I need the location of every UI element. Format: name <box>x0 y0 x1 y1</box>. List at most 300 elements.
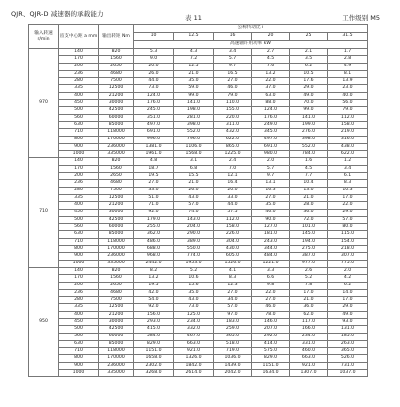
table-row <box>29 260 368 267</box>
power-value-cell: 365.0 <box>328 348 368 355</box>
center-distance-cell: 710 <box>59 348 99 355</box>
table-row <box>29 224 368 231</box>
power-value-cell: 10.4 <box>290 180 328 187</box>
power-value-cell: 4.2 <box>328 275 368 282</box>
power-value-cell: 33.0 <box>214 194 252 201</box>
power-value-cell: 263.0 <box>328 340 368 347</box>
power-value-cell: 292.0 <box>252 333 290 340</box>
header-ratio: 10 <box>134 33 174 41</box>
power-value-cell: 10.3 <box>328 187 368 194</box>
power-value-cell: 23.0 <box>328 85 368 92</box>
table-row <box>29 318 368 325</box>
power-value-cell: 143.0 <box>174 216 214 223</box>
power-value-cell: 1526.0 <box>214 260 252 267</box>
power-value-cell: 6.6 <box>252 275 290 282</box>
center-distance-cell: 200 <box>59 63 99 70</box>
power-value-cell: 4.5 <box>252 56 290 63</box>
work-grade-label: 工作级别 M5 <box>342 14 380 22</box>
output-torque-cell: 118000 <box>99 129 134 136</box>
power-value-cell: 5.7 <box>214 56 252 63</box>
center-distance-cell: 560 <box>59 114 99 121</box>
power-value-cell: 72.0 <box>290 216 328 223</box>
power-value-cell: 311.0 <box>214 121 252 128</box>
power-value-cell: 16.4 <box>214 180 252 187</box>
table-row <box>29 282 368 289</box>
center-distance-cell: 450 <box>59 100 99 107</box>
power-value-cell: 8.1 <box>328 70 368 77</box>
power-value-cell: 54.0 <box>134 297 174 304</box>
document-title: QJR、QJR-D 减速器的承载能力 <box>11 10 104 18</box>
output-torque-cell: 60000 <box>99 224 134 231</box>
power-value-cell: 7.8 <box>290 282 328 289</box>
power-value-cell: 27.0 <box>252 297 290 304</box>
output-torque-cell: 12500 <box>99 194 134 201</box>
header-ratio: 16 <box>214 33 252 41</box>
output-torque-cell: 21200 <box>99 92 134 99</box>
power-value-cell: 185.0 <box>328 333 368 340</box>
power-value-cell: 59.0 <box>174 85 214 92</box>
power-value-cell: 218.0 <box>328 246 368 253</box>
power-value-cell: 101.0 <box>290 224 328 231</box>
center-distance-cell: 710 <box>59 238 99 245</box>
table-row <box>29 209 368 216</box>
power-value-cell: 88.0 <box>252 100 290 107</box>
output-torque-cell: 2650 <box>99 63 134 70</box>
center-distance-cell: 170 <box>59 56 99 63</box>
output-torque-cell: 170000 <box>99 246 134 253</box>
power-value-cell: 20.0 <box>214 187 252 194</box>
power-value-cell: 438.0 <box>328 143 368 150</box>
output-torque-cell: 335000 <box>99 151 134 158</box>
power-value-cell: 2042.0 <box>214 370 252 377</box>
table-row <box>29 49 368 56</box>
center-distance-cell: 280 <box>59 78 99 85</box>
power-value-cell: 57.5 <box>214 209 252 216</box>
output-torque-cell: 118000 <box>99 238 134 245</box>
power-value-cell: 7.0 <box>214 165 252 172</box>
header-center-distance: 齿支中心距 a mm <box>59 25 99 49</box>
power-value-cell: 1381.0 <box>134 143 174 150</box>
power-value-cell: 73.0 <box>134 85 174 92</box>
power-value-cell: 3.4 <box>328 165 368 172</box>
output-torque-cell: 21200 <box>99 311 134 318</box>
power-value-cell: 90.0 <box>252 216 290 223</box>
power-value-cell: 968.0 <box>134 253 174 260</box>
power-value-cell: 3.4 <box>214 49 252 56</box>
power-value-cell: 2.1 <box>290 49 328 56</box>
output-torque-cell: 335000 <box>99 260 134 267</box>
power-value-cell: 575.0 <box>252 348 290 355</box>
power-value-cell: 281.0 <box>174 114 214 121</box>
power-value-cell: 3.5 <box>290 56 328 63</box>
power-value-cell: 35.0 <box>174 289 214 296</box>
table-row <box>29 304 368 311</box>
center-distance-cell: 140 <box>59 158 99 165</box>
power-value-cell: 112.0 <box>214 216 252 223</box>
power-value-cell: 5.2 <box>174 267 214 274</box>
power-value-cell: 158.0 <box>328 121 368 128</box>
center-distance-cell: 236 <box>59 180 99 187</box>
power-value-cell: 99.0 <box>174 92 214 99</box>
power-value-cell: 26.0 <box>174 187 214 194</box>
output-torque-cell: 820 <box>99 158 134 165</box>
table-row <box>29 297 368 304</box>
center-distance-cell: 400 <box>59 202 99 209</box>
power-value-cell: 207.0 <box>252 326 290 333</box>
power-value-cell: 9.8 <box>252 282 290 289</box>
output-torque-cell: 30000 <box>99 318 134 325</box>
power-value-cell: 362.0 <box>134 231 174 238</box>
power-value-cell: 663.0 <box>174 340 214 347</box>
table-row <box>29 238 368 245</box>
power-value-cell: 345.0 <box>252 129 290 136</box>
power-value-cell: 2.8 <box>328 56 368 63</box>
output-torque-cell: 236000 <box>99 253 134 260</box>
power-value-cell: 9.7 <box>214 63 252 70</box>
power-value-cell: 124.0 <box>134 92 174 99</box>
power-value-cell: 15.5 <box>174 173 214 180</box>
output-torque-cell: 21200 <box>99 202 134 209</box>
power-value-cell: 1439.0 <box>214 362 252 369</box>
table-row <box>29 143 368 150</box>
power-value-cell: 775.0 <box>328 260 368 267</box>
power-value-cell: 526.0 <box>328 355 368 362</box>
power-value-cell: 141.0 <box>290 114 328 121</box>
power-value-cell: 344.0 <box>252 246 290 253</box>
power-value-cell: 796.0 <box>174 136 214 143</box>
table-row <box>29 165 368 172</box>
power-value-cell: 996.0 <box>134 136 174 143</box>
center-distance-cell: 140 <box>59 267 99 274</box>
power-value-cell: 158.0 <box>214 224 252 231</box>
power-value-cell: 1036.0 <box>214 355 252 362</box>
header-ratio: 31.5 <box>328 33 368 41</box>
power-value-cell: 92.0 <box>134 209 174 216</box>
input-speed-cell: 970 <box>29 49 59 158</box>
power-value-cell: 2614.0 <box>174 370 214 377</box>
power-value-cell: 13.2 <box>134 275 174 282</box>
power-value-cell: 977.0 <box>290 260 328 267</box>
power-value-cell: 784.0 <box>290 151 328 158</box>
power-value-cell: 1961.0 <box>134 151 174 158</box>
power-value-cell: 181.0 <box>252 231 290 238</box>
center-distance-cell: 500 <box>59 107 99 114</box>
power-value-cell: 125.0 <box>174 311 214 318</box>
center-distance-cell: 500 <box>59 326 99 333</box>
power-value-cell: 155.0 <box>214 107 252 114</box>
power-value-cell: 1.6 <box>290 158 328 165</box>
power-value-cell: 183.0 <box>214 318 252 325</box>
power-value-cell: 387.0 <box>290 253 328 260</box>
power-value-cell: 276.0 <box>290 129 328 136</box>
power-value-cell: 204.0 <box>174 224 214 231</box>
center-distance-cell: 200 <box>59 173 99 180</box>
power-value-cell: 57.0 <box>214 304 252 311</box>
power-value-cell: 829.0 <box>252 355 290 362</box>
power-value-cell: 255.0 <box>134 224 174 231</box>
power-value-cell: 1106.0 <box>174 143 214 150</box>
center-distance-cell: 630 <box>59 340 99 347</box>
table-row <box>29 114 368 121</box>
power-value-cell: 115.0 <box>328 231 368 238</box>
center-distance-cell: 400 <box>59 92 99 99</box>
power-value-cell: 21.0 <box>290 194 328 201</box>
power-value-cell: 22.0 <box>328 202 368 209</box>
power-value-cell: 2.0 <box>328 267 368 274</box>
power-value-cell: 33.0 <box>134 187 174 194</box>
power-value-cell: 389.0 <box>174 238 214 245</box>
power-value-cell: 430.0 <box>214 246 252 253</box>
table-row <box>29 348 368 355</box>
power-value-cell: 351.0 <box>134 114 174 121</box>
power-value-cell: 79.0 <box>328 107 368 114</box>
output-torque-cell: 30000 <box>99 209 134 216</box>
power-value-cell: 27.0 <box>214 289 252 296</box>
page-header <box>0 9 400 21</box>
power-value-cell: 51.0 <box>134 194 174 201</box>
output-torque-cell: 30000 <box>99 100 134 107</box>
power-value-cell: 921.0 <box>174 348 214 355</box>
table-number: 表 11 <box>185 14 202 22</box>
power-value-cell: 219.0 <box>328 129 368 136</box>
power-value-cell: 5.7 <box>252 165 290 172</box>
table-row <box>29 326 368 333</box>
power-value-cell: 194.0 <box>290 238 328 245</box>
power-value-cell: 29.0 <box>290 85 328 92</box>
power-value-cell: 518.0 <box>214 340 252 347</box>
power-value-cell: 131.0 <box>328 326 368 333</box>
center-distance-cell: 800 <box>59 355 99 362</box>
power-value-cell: 40.0 <box>328 92 368 99</box>
center-distance-cell: 236 <box>59 289 99 296</box>
output-torque-cell: 1560 <box>99 275 134 282</box>
power-value-cell: 2302.0 <box>134 362 174 369</box>
table-row <box>29 253 368 260</box>
output-torque-cell: 60000 <box>99 114 134 121</box>
header-ratio: 20 <box>252 33 290 41</box>
power-value-cell: 17.6 <box>290 78 328 85</box>
power-value-cell: 16.5 <box>214 70 252 77</box>
power-value-cell: 1658.0 <box>134 355 174 362</box>
power-value-cell: 6.2 <box>290 63 328 70</box>
power-value-cell: 156.0 <box>134 311 174 318</box>
power-value-cell: 154.0 <box>328 238 368 245</box>
center-distance-cell: 280 <box>59 187 99 194</box>
center-distance-cell: 1000 <box>59 260 99 267</box>
power-value-cell: 13.1 <box>252 180 290 187</box>
power-value-cell: 35.0 <box>174 78 214 85</box>
center-distance-cell: 200 <box>59 282 99 289</box>
power-value-cell: 99.0 <box>290 107 328 114</box>
power-value-cell: 21.0 <box>174 70 214 77</box>
center-distance-cell: 630 <box>59 121 99 128</box>
power-value-cell: 398.0 <box>290 136 328 143</box>
center-distance-cell: 400 <box>59 311 99 318</box>
power-value-cell: 293.0 <box>134 318 174 325</box>
output-torque-cell: 1560 <box>99 165 134 172</box>
power-value-cell: 44.0 <box>214 202 252 209</box>
power-value-cell: 829.0 <box>134 340 174 347</box>
power-value-cell: 4.3 <box>174 49 214 56</box>
output-torque-cell: 85000 <box>99 231 134 238</box>
power-value-cell: 62.0 <box>290 311 328 318</box>
center-distance-cell: 140 <box>59 49 99 56</box>
power-value-cell: 432.0 <box>214 129 252 136</box>
power-value-cell: 331.0 <box>290 340 328 347</box>
power-value-cell: 4.5 <box>290 165 328 172</box>
output-torque-cell: 4680 <box>99 289 134 296</box>
power-value-cell: 245.0 <box>134 107 174 114</box>
center-distance-cell: 900 <box>59 362 99 369</box>
power-value-cell: 78.0 <box>252 311 290 318</box>
power-value-cell: 34.0 <box>214 297 252 304</box>
power-value-cell: 1842.0 <box>174 362 214 369</box>
power-value-cell: 71.0 <box>134 202 174 209</box>
power-value-cell: 20.0 <box>134 63 174 70</box>
power-value-cell: 1225.0 <box>214 151 252 158</box>
power-value-cell: 146.0 <box>252 318 290 325</box>
power-value-cell: 1.2 <box>328 158 368 165</box>
power-value-cell: 234.0 <box>174 318 214 325</box>
power-value-cell: 2.0 <box>252 158 290 165</box>
power-value-cell: 2.6 <box>290 267 328 274</box>
output-torque-cell: 85000 <box>99 340 134 347</box>
power-value-cell: 112.0 <box>328 114 368 121</box>
power-value-cell: 110.0 <box>214 100 252 107</box>
center-distance-cell: 335 <box>59 85 99 92</box>
output-torque-cell: 170000 <box>99 136 134 143</box>
power-value-cell: 13.2 <box>252 70 290 77</box>
power-value-cell: 13.9 <box>328 78 368 85</box>
center-distance-cell: 335 <box>59 194 99 201</box>
power-value-cell: 19.5 <box>134 282 174 289</box>
power-value-cell: 1568.0 <box>174 151 214 158</box>
header-ratio: 25 <box>290 33 328 41</box>
table-row <box>29 129 368 136</box>
output-torque-cell: 7500 <box>99 78 134 85</box>
output-torque-cell: 335000 <box>99 370 134 377</box>
header-ratio: 12.5 <box>174 33 214 41</box>
table-row <box>29 202 368 209</box>
power-value-cell: 719.0 <box>214 348 252 355</box>
power-value-cell: 4.8 <box>134 158 174 165</box>
power-value-cell: 1326.0 <box>174 355 214 362</box>
power-value-cell: 460.0 <box>290 348 328 355</box>
power-value-cell: 79.0 <box>214 92 252 99</box>
power-value-cell: 497.0 <box>252 136 290 143</box>
table-row <box>29 136 368 143</box>
power-value-cell: 145.0 <box>290 231 328 238</box>
power-value-cell: 21.0 <box>290 297 328 304</box>
table-row <box>29 289 368 296</box>
power-value-cell: 166.0 <box>290 326 328 333</box>
output-torque-cell: 236000 <box>99 362 134 369</box>
center-distance-cell: 450 <box>59 318 99 325</box>
power-value-cell: 414.0 <box>252 340 290 347</box>
power-value-cell: 8.3 <box>214 275 252 282</box>
power-value-cell: 124.0 <box>252 107 290 114</box>
power-value-cell: 688.0 <box>134 246 174 253</box>
power-value-cell: 176.0 <box>134 100 174 107</box>
power-value-cell: 605.0 <box>214 253 252 260</box>
power-value-cell: 46.0 <box>252 304 290 311</box>
table-row <box>29 187 368 194</box>
power-value-cell: 1307.0 <box>290 370 328 377</box>
center-distance-cell: 800 <box>59 136 99 143</box>
table-body <box>29 49 368 377</box>
center-distance-cell: 280 <box>59 297 99 304</box>
output-torque-cell: 85000 <box>99 121 134 128</box>
power-value-cell: 307.0 <box>328 253 368 260</box>
center-distance-cell: 450 <box>59 209 99 216</box>
power-value-cell: 43.0 <box>174 297 214 304</box>
power-value-cell: 584.0 <box>134 333 174 340</box>
power-value-cell: 17.0 <box>328 194 368 201</box>
center-distance-cell: 236 <box>59 70 99 77</box>
power-value-cell: 17.0 <box>290 289 328 296</box>
power-value-cell: 63.0 <box>252 92 290 99</box>
power-value-cell: 243.0 <box>252 238 290 245</box>
power-value-cell: 1634.0 <box>252 370 290 377</box>
output-torque-cell: 820 <box>99 267 134 274</box>
power-value-cell: 663.0 <box>290 355 328 362</box>
power-value-cell: 56.0 <box>328 100 368 107</box>
table-row <box>29 333 368 340</box>
table-row <box>29 370 368 377</box>
center-distance-cell: 335 <box>59 304 99 311</box>
power-value-cell: 6.8 <box>174 165 214 172</box>
center-distance-cell: 1000 <box>59 370 99 377</box>
power-value-cell: 980.0 <box>252 151 290 158</box>
power-value-cell: 57.0 <box>328 216 368 223</box>
power-value-cell: 622.0 <box>328 151 368 158</box>
power-value-cell: 12.5 <box>174 63 214 70</box>
power-value-cell: 92.0 <box>134 304 174 311</box>
table-row <box>29 63 368 70</box>
output-torque-cell: 820 <box>99 49 134 56</box>
power-value-cell: 43.0 <box>174 194 214 201</box>
table-row <box>29 78 368 85</box>
power-value-cell: 46.0 <box>214 85 252 92</box>
power-value-cell: 29.0 <box>328 304 368 311</box>
header-input-speed: 输入转速 r/min <box>29 25 59 49</box>
power-value-cell: 1151.0 <box>134 348 174 355</box>
power-value-cell: 1221.0 <box>252 260 290 267</box>
power-value-cell: 7.7 <box>290 173 328 180</box>
output-torque-cell: 2650 <box>99 282 134 289</box>
power-value-cell: 552.0 <box>174 129 214 136</box>
power-value-cell: 8.2 <box>134 267 174 274</box>
power-value-cell: 1151.0 <box>252 362 290 369</box>
table-row <box>29 311 368 318</box>
output-torque-cell: 60000 <box>99 333 134 340</box>
power-value-cell: 93.0 <box>328 318 368 325</box>
output-torque-cell: 42500 <box>99 326 134 333</box>
center-distance-cell: 170 <box>59 165 99 172</box>
power-value-cell: 179.0 <box>134 216 174 223</box>
power-value-cell: 774.0 <box>174 253 214 260</box>
power-value-cell: 27.0 <box>214 78 252 85</box>
power-value-cell: 8.3 <box>328 180 368 187</box>
output-torque-cell: 4680 <box>99 70 134 77</box>
power-value-cell: 467.0 <box>174 333 214 340</box>
power-value-cell: 117.0 <box>290 318 328 325</box>
table-row <box>29 92 368 99</box>
power-value-cell: 19.5 <box>134 173 174 180</box>
table-row <box>29 85 368 92</box>
power-value-cell: 3.3 <box>252 267 290 274</box>
power-value-cell: 691.0 <box>134 129 174 136</box>
